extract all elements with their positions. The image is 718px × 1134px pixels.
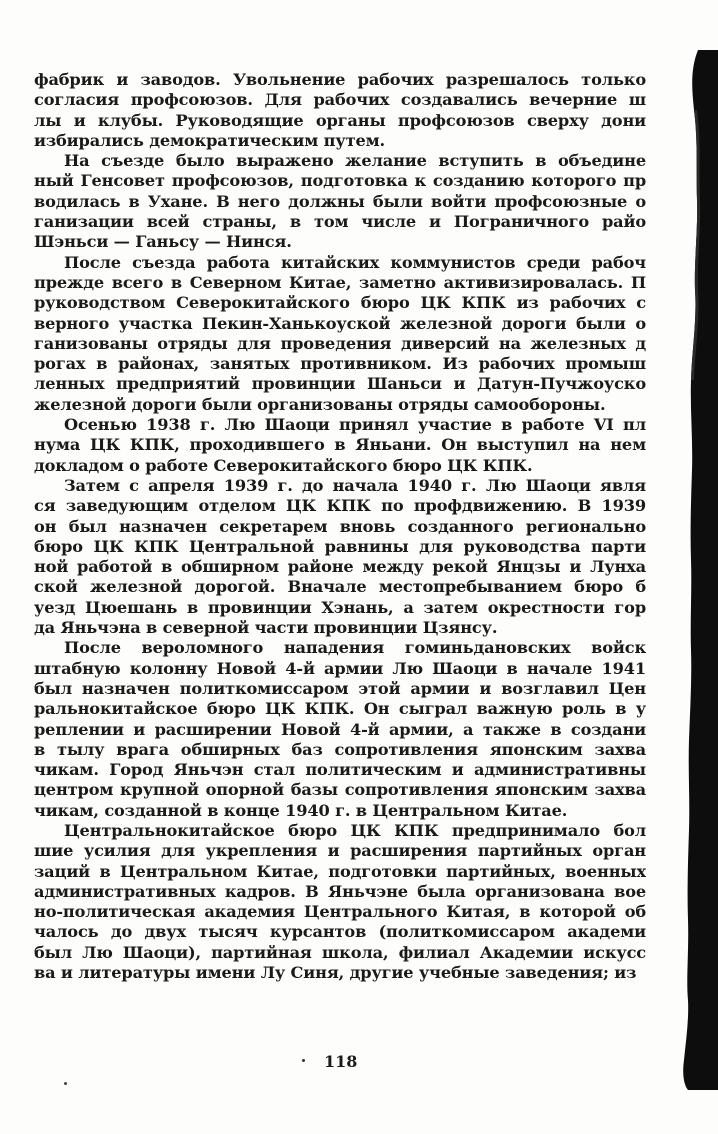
text-line: Шэньси — Ганьсу — Нинся. (34, 232, 292, 252)
paragraph (34, 70, 646, 151)
text-line: чикам, созданной в конце 1940 г. в Центральном Китае. (34, 800, 568, 820)
paragraph (34, 476, 646, 638)
text-line: нума ЦК КПК, проходившего в Яньани. Он выступил на нем (34, 435, 646, 455)
scan-edge-inner-shadow (691, 110, 700, 380)
text-line: был Лю Шаоци), партийная школа, филиал Академии искусс (34, 942, 646, 962)
text-line: штабную колонну Новой 4-й армии Лю Шаоци в начале 1941 (34, 658, 646, 678)
scan-edge-shadow-shape (683, 50, 718, 1090)
text-line: Центральнокитайское бюро ЦК КПК предпринимало бол (64, 820, 646, 840)
text-line: руководством Северокитайского бюро ЦК КПК из рабочих с (34, 293, 646, 313)
text-line: ганизации всей страны, в том числе и Пограничного райо (34, 212, 646, 232)
text-line: чалось до двух тысяч курсантов (политкомиссаром академи (34, 922, 646, 942)
text-line: центром крупной опорной базы сопротивления японским захва (34, 780, 646, 800)
page-number: 118 (324, 1052, 358, 1071)
paragraph (34, 638, 646, 821)
text-line: ленных предприятий провинции Шаньси и Датун-Пучжоуско (34, 374, 646, 394)
paragraph (34, 253, 646, 415)
text-line: реплении и расширении Новой 4-й армии, а также в создани (34, 719, 646, 739)
paragraph (34, 415, 646, 476)
text-line: шие усилия для укрепления и расширения партийных орган (34, 841, 646, 861)
text-line: ся заведующим отделом ЦК КПК по профдвижению. В 1939 (34, 496, 646, 516)
text-line: верного участка Пекин-Ханькоуской железной дороги были о (34, 313, 646, 333)
text-line: административных кадров. В Яньчэне была организована вое (34, 881, 646, 901)
text-line: ной работой в обширном районе между рекой Янцзы и Лунха (34, 557, 646, 577)
text-line: согласия профсоюзов. Для рабочих создавались вечерние ш (34, 90, 646, 110)
text-line: прежде всего в Северном Китае, заметно активизировалась. П (34, 272, 646, 292)
text-line: в тылу врага обширных баз сопротивления японским захва (34, 739, 646, 759)
text-line: ганизованы отряды для проведения диверсий на железных д (34, 333, 646, 353)
text-line: ный Генсовет профсоюзов, подготовка к созданию которого пр (34, 171, 646, 191)
text-line: лы и клубы. Руководящие органы профсоюзов сверху дони (34, 110, 646, 130)
text-line: После съезда работа китайских коммунистов среди рабоч (64, 252, 646, 272)
page-speck (302, 1059, 305, 1062)
text-line: ской железной дорогой. Вначале местопребыванием бюро б (34, 577, 646, 597)
text-line: избирались демократическим путем. (34, 130, 386, 150)
paragraph (34, 151, 646, 252)
text-line: Осенью 1938 г. Лю Шаоци принял участие в работе VI пл (64, 415, 646, 435)
body-text (34, 70, 646, 983)
text-line: После вероломного нападения гоминьдановских войск (64, 638, 646, 658)
text-line: он был назначен секретарем вновь созданного регионально (34, 516, 646, 536)
text-line: чикам. Город Яньчэн стал политическим и административны (34, 760, 646, 780)
text-line: ва и литературы имени Лу Синя, другие учебные заведения; из (34, 963, 637, 983)
text-line: Затем с апреля 1939 г. до начала 1940 г. Лю Шаоци явля (64, 475, 646, 495)
text-line: уезд Цюешань в провинции Хэнань, а затем окрестности гор (34, 597, 646, 617)
text-line: да Яньчэна в северной части провинции Цзянсу. (34, 618, 498, 638)
page-speck (64, 1082, 67, 1085)
text-line: но-политическая академия Центрального Китая, в которой об (34, 902, 646, 922)
text-line: железной дороги были организованы отряды самообороны. (34, 394, 606, 414)
text-line: фабрик и заводов. Увольнение рабочих разрешалось только (34, 70, 646, 89)
text-line: бюро ЦК КПК Центральной равнины для руководства парти (34, 536, 646, 556)
text-line: ральнокитайское бюро ЦК КПК. Он сыграл важную роль в у (34, 699, 646, 719)
text-line: водилась в Ухане. В него должны были войти профсоюзные о (34, 191, 646, 211)
text-line: был назначен политкомиссаром этой армии и возглавил Цен (34, 678, 646, 698)
paragraph (34, 821, 646, 983)
text-line: докладом о работе Северокитайского бюро ЦК КПК. (34, 455, 533, 475)
text-line: На съезде было выражено желание вступить в объедине (64, 151, 646, 171)
text-line: заций в Центральном Китае, подготовки партийных, военных (34, 861, 646, 881)
text-line: рогах в районах, занятых противником. Из рабочих промыш (34, 354, 646, 374)
